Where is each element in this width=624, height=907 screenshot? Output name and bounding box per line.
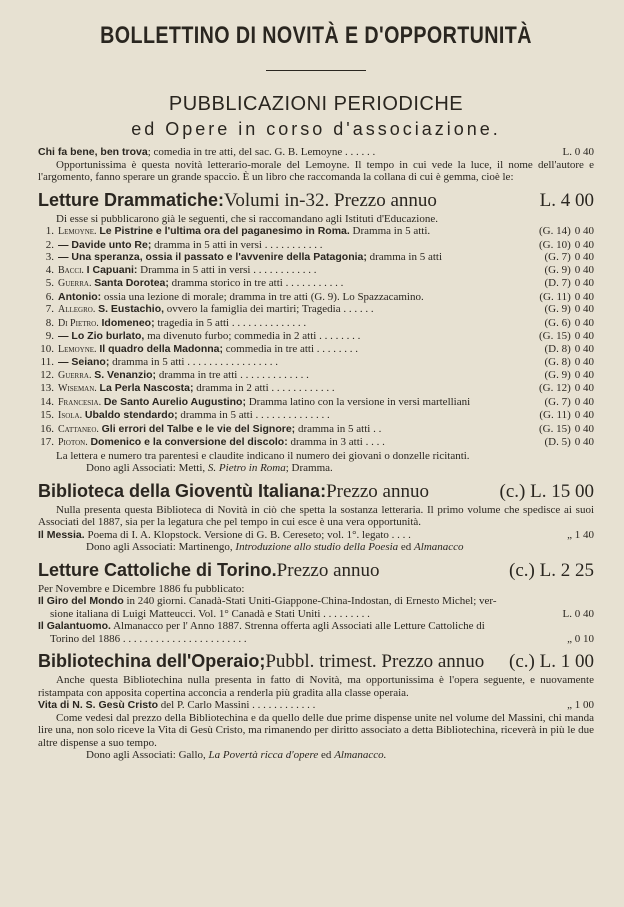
item-number: 3.	[45, 251, 54, 263]
item-code: (D. 8)	[544, 342, 571, 355]
list-item	[38, 396, 594, 410]
biblioteca-gioventu-heading	[38, 479, 594, 504]
item-title: La Perla Nascosta;	[99, 382, 194, 394]
item-title: — Lo Zio burlato,	[58, 330, 145, 342]
item-code: (G. 9)	[544, 368, 571, 381]
item-author: Guerra.	[58, 369, 92, 381]
dono-title: S. Pietro in Roma	[207, 462, 286, 474]
vita-gesu-desc: del P. Carlo Massini	[158, 699, 250, 711]
bibliotechina-text: Anche questa Bibliotechina nulla presenta in fatto di Novità, ma opportunissima è l'opera seguente, e nuovamente ristampata con apposita copertina acconcia a renderla più gradita alla classe operaia.	[38, 674, 594, 699]
letture-drammatiche-note: La lettera e numero tra parentesi e claudite indicano il numero dei giovani o donzelle ricitanti.	[56, 449, 470, 462]
dono-mid: ed	[318, 749, 335, 761]
item-code: (G. 11)	[539, 290, 571, 303]
item-title: I Capuani:	[86, 263, 138, 276]
list-item	[38, 317, 594, 331]
item-price: 0 40	[574, 303, 594, 315]
intro-price: L. 0 40	[562, 146, 594, 158]
list-item	[38, 356, 594, 369]
item-code: (D. 7)	[544, 277, 571, 289]
item-desc: Dramma latino con la versione in versi martelliani	[245, 395, 471, 408]
item-title: — Davide unto Re;	[58, 238, 152, 251]
letture-cattoliche-title: Letture Cattoliche di Torino.	[38, 559, 277, 580]
item-desc: dramma in 2 atti	[193, 382, 269, 394]
letture-drammatiche-price: L. 4 00	[539, 189, 594, 211]
item-number: 8.	[45, 316, 54, 329]
item-code: (G. 14)	[538, 225, 571, 237]
biblioteca-gioventu-title: Biblioteca della Gioventù Italiana:	[38, 480, 327, 501]
messia-price: „ 1 40	[567, 528, 594, 541]
item-author: Isola.	[58, 410, 83, 421]
dono-prefix: Dono agli Associati: Metti,	[86, 462, 208, 474]
item-number: 9.	[45, 330, 54, 342]
item-desc: dramma in 5 atti	[109, 356, 185, 368]
list-item	[38, 369, 594, 383]
giro-title: Il Giro del Mondo	[38, 595, 124, 607]
item-desc: ma divenuto furbo; commedia in 2 atti	[144, 330, 317, 342]
galantuomo-price: „ 0 10	[567, 632, 594, 645]
bibliotechina-heading	[38, 649, 594, 674]
list-item	[38, 277, 594, 291]
giro-desc-2: sione italiana di Luigi Matteucci. Vol. 1° Canadà e Stati Uniti	[50, 607, 321, 620]
item-title: Le Pistrine e l'ultima ora del paganesimo in Roma.	[99, 225, 350, 237]
item-title: — Una speranza, ossia il passato e l'avvenire della Patagonia;	[58, 251, 367, 263]
item-price: 0 40	[574, 277, 594, 289]
giro-dots: . . . . . . . . .	[320, 607, 370, 620]
letture-cattoliche-price: (c.) L. 2 25	[509, 559, 594, 581]
list-item	[38, 382, 594, 396]
letture-cattoliche-heading	[38, 558, 594, 583]
intro-title: Chi fa bene, ben trova	[38, 146, 148, 158]
dono-title: Almanacco.	[334, 749, 387, 761]
dono-title: Almanacco	[414, 541, 464, 553]
item-desc: dramma in 5 atti	[366, 251, 443, 263]
messia-title: Il Messia.	[38, 528, 85, 541]
intro-text: Opportunissima è questa novità letterario-morale del Lemoyne. Il tempo in cui vede la luce, il nome dell'autore e l'argomento, fanno sperare un grande spaccio. È un libro che raccomanda la collana di cui è gemma, cioè le:	[38, 158, 594, 183]
letture-drammatiche-dono	[38, 462, 594, 475]
item-author: Lemoyne.	[58, 343, 97, 355]
list-item	[38, 343, 594, 357]
item-title: Santa Dorotea;	[94, 277, 169, 289]
item-number: 10.	[40, 342, 54, 355]
item-title: S. Venanzio;	[94, 368, 157, 381]
item-price: 0 40	[574, 422, 594, 435]
messia-desc: Poema di I. A. Klopstock. Versione di G. B. Cereseto; vol. 1°. legato	[84, 528, 389, 541]
vita-gesu-price: „ 1 00	[567, 699, 594, 711]
item-code: (G. 15)	[538, 422, 571, 435]
dono-title: Introduzione allo studio della Poesia	[235, 541, 399, 553]
list-item	[38, 264, 594, 278]
dono-prefix: Dono agli Associati: Gallo,	[86, 749, 209, 761]
galantuomo-line2	[38, 633, 594, 646]
item-number: 16.	[40, 422, 54, 435]
item-title: S. Eustachio,	[98, 303, 165, 315]
galantuomo-line1	[38, 620, 594, 633]
item-price: 0 40	[574, 342, 594, 355]
list-item	[38, 330, 594, 343]
item-desc: dramma in 5 atti in versi	[151, 238, 262, 251]
list-item	[38, 303, 594, 317]
item-code: (G. 10)	[538, 238, 571, 251]
item-title: De Santo Aurelio Augustino;	[103, 395, 246, 408]
item-dots: . . . . . . . . . . . .	[250, 263, 317, 276]
biblioteca-gioventu-subtitle: Prezzo annuo	[326, 480, 429, 502]
biblioteca-gioventu-text: Nulla presenta questa Biblioteca di Novità in ciò che spetta la sostanza letteraria. Il primo volume che spedisce ai suoi Associati del 1887, sia per la legatura che pel tempo in cui esce è una vera opportunità.	[38, 503, 594, 528]
item-number: 13.	[40, 382, 54, 394]
letture-drammatiche-subtitle: Volumi in-32. Prezzo annuo	[224, 189, 437, 211]
section-subtitle: ed Opere in corso d'associazione.	[131, 119, 501, 139]
item-dots: . . . . . . . .	[314, 342, 359, 355]
bulletin-title: BOLLETTINO DI NOVITÀ E D'OPPORTUNITÀ	[100, 22, 532, 49]
list-item	[38, 423, 594, 437]
letture-drammatiche-heading	[38, 188, 594, 213]
item-price: 0 40	[574, 238, 594, 251]
letture-drammatiche-intro: Di esse si pubblicarono già le seguenti, che si raccomandano agli Istituti d'Educazione.	[56, 212, 438, 225]
intro-dots: . . . . . .	[342, 146, 376, 158]
section-title: PUBBLICAZIONI PERIODICHE	[168, 93, 464, 115]
item-dots: . . . . . . . . . . .	[282, 277, 344, 289]
item-price: 0 40	[574, 368, 594, 381]
letture-drammatiche-list	[38, 225, 594, 450]
item-price: 0 40	[574, 382, 594, 394]
letture-cattoliche-intro: Per Novembre e Dicembre 1886 fu pubblicato:	[38, 582, 245, 595]
item-number: 6.	[45, 290, 54, 303]
item-dots: . . . . . . . . . . . . . .	[252, 409, 330, 421]
list-item	[38, 409, 594, 423]
galantuomo-desc: Almanacco per l' Anno 1887. Strenna offerta agli Associati alle Letture Cattoliche di	[110, 620, 485, 632]
item-code: (G. 7)	[544, 251, 571, 263]
item-number: 1.	[45, 225, 54, 237]
dono-title: La Povertà ricca d'opere	[208, 749, 319, 761]
item-author: Di Pietro.	[58, 317, 99, 329]
item-desc: dramma in 5 atti	[177, 409, 253, 421]
bibliotechina-text-2: Come vedesi dal prezzo della Bibliotechina e da quello delle due prime dispense unite nel volume del Massini, chi manda lire una, non solo riceve la Vita di Gesù Cristo, ma rimanendo per diritto associato a detta Bibliotechina, riceverà in più le due altre dispense a suo tempo.	[38, 711, 594, 749]
vita-gesu-title: Vita di N. S. Gesù Cristo	[38, 699, 159, 711]
item-desc: ossia una lezione di morale; dramma in tre atti (G. 9). Lo Spazzacamino.	[101, 290, 424, 303]
intro-desc: ; comedia in tre atti, del sac. G. B. Lemoyne	[147, 146, 343, 158]
item-code: (G. 8)	[544, 356, 571, 368]
list-item	[38, 436, 594, 450]
bibliotechina-title: Bibliotechina dell'Operaio;	[38, 651, 266, 671]
item-code: (G. 15)	[538, 330, 571, 342]
item-code: (G. 6)	[544, 316, 571, 329]
item-price: 0 40	[574, 316, 594, 329]
item-author: Bacci.	[58, 264, 84, 276]
dono-suffix: ; Dramma.	[285, 462, 333, 474]
title-divider	[266, 70, 366, 71]
bibliotechina-dono	[38, 749, 594, 762]
item-title: Idomeneo;	[101, 316, 155, 329]
vita-gesu-dots: . . . . . . . . . . . .	[249, 699, 316, 711]
biblioteca-gioventu-item	[38, 529, 594, 542]
list-item	[38, 251, 594, 264]
item-code: (G. 9)	[544, 263, 571, 276]
item-dots: . . . . . .	[340, 303, 374, 315]
list-item	[38, 291, 594, 304]
item-desc: dramma in 5 atti	[295, 422, 371, 435]
item-desc: dramma storico in tre atti	[168, 277, 283, 289]
item-title: Antonio:	[58, 290, 102, 303]
item-author: Lemoyne.	[58, 226, 97, 237]
item-author: Francesia.	[58, 396, 102, 408]
item-title: Gli errori del Talbe e le vie del Signore;	[101, 422, 296, 435]
item-desc: Dramma in 5 atti.	[349, 225, 431, 237]
biblioteca-gioventu-price: (c.) L. 15 00	[499, 480, 594, 502]
item-code: (G. 9)	[544, 303, 571, 315]
item-desc: ovvero la famiglia dei martiri; Tragedia	[164, 303, 341, 315]
galantuomo-dots: . . . . . . . . . . . . . . . . . . . . . . .	[120, 632, 247, 645]
item-dots: . . . . . . . . . . . . . .	[229, 316, 307, 329]
intro-entry	[38, 146, 594, 159]
vita-gesu-item	[38, 699, 594, 712]
item-number: 12.	[40, 368, 54, 381]
dono-mid: ed	[398, 541, 415, 553]
item-price: 0 40	[574, 251, 594, 263]
item-number: 7.	[45, 303, 54, 315]
item-author: Allegro.	[58, 304, 96, 315]
item-desc: dramma in tre atti	[156, 368, 238, 381]
item-price: 0 40	[574, 290, 594, 303]
item-title: Ubaldo stendardo;	[84, 409, 178, 421]
item-author: Cattaneo.	[58, 423, 99, 435]
item-code: (G. 12)	[538, 382, 571, 394]
bibliotechina-price: (c.) L. 1 00	[509, 651, 594, 672]
item-number: 4.	[45, 263, 54, 276]
item-title: Il quadro della Madonna;	[99, 342, 223, 355]
item-price: 0 40	[574, 225, 594, 237]
item-price: 0 40	[574, 263, 594, 276]
item-dots: . .	[370, 422, 382, 435]
item-dots: . . . . . . . . . . . . . . . . .	[184, 356, 278, 368]
list-item	[38, 225, 594, 239]
bibliotechina-subtitle: Pubbl. trimest. Prezzo annuo	[265, 651, 485, 672]
item-price: 0 40	[574, 395, 594, 408]
item-price: 0 40	[574, 356, 594, 368]
dono-prefix: Dono agli Associati: Martinengo,	[86, 541, 236, 553]
item-desc: commedia in tre atti	[223, 342, 315, 355]
item-dots: . . . . . . . . . . . .	[268, 382, 335, 394]
item-number: 17.	[40, 436, 54, 448]
item-title: Domenico e la conversione del discolo:	[90, 436, 288, 448]
giro-price: L. 0 40	[562, 607, 594, 620]
list-item	[38, 239, 594, 252]
item-price: 0 40	[574, 436, 594, 448]
item-code: (D. 5)	[544, 436, 571, 448]
item-price: 0 40	[574, 330, 594, 342]
item-dots: . . . . . . . . . . . . .	[237, 368, 309, 381]
item-code: (G. 7)	[544, 395, 571, 408]
galantuomo-title: Il Galantuomo.	[38, 620, 111, 632]
galantuomo-desc-2: Torino del 1886	[50, 632, 121, 645]
item-number: 15.	[40, 409, 54, 421]
item-number: 2.	[45, 238, 54, 251]
item-price: 0 40	[574, 409, 594, 421]
giro-desc: in 240 giorni. Canadà-Stati Uniti-Giappone-China-Indostan, di Ernesto Michel; ver-	[123, 595, 497, 607]
letture-cattoliche-subtitle: Prezzo annuo	[276, 559, 380, 581]
item-author: Wiseman.	[58, 383, 97, 394]
letture-drammatiche-title: Letture Drammatiche:	[38, 189, 225, 210]
item-dots: . . . . . . . .	[316, 330, 361, 342]
biblioteca-gioventu-dono	[38, 541, 594, 554]
item-title: — Seiano;	[58, 356, 110, 368]
item-number: 5.	[45, 277, 54, 289]
item-dots: . . . . . . . . . . .	[261, 238, 323, 251]
item-desc: tragedia in 5 atti	[154, 316, 230, 329]
item-dots: . . . .	[362, 436, 385, 448]
item-author: Pioton.	[58, 437, 88, 448]
item-desc: Dramma in 5 atti in versi	[137, 263, 251, 276]
item-desc: dramma in 3 atti	[287, 436, 363, 448]
messia-dots: . . . .	[388, 528, 411, 541]
item-code: (G. 11)	[539, 409, 571, 421]
item-author: Guerra.	[58, 278, 92, 289]
item-number: 14.	[40, 395, 54, 408]
item-number: 11.	[40, 356, 54, 368]
giro-del-mondo-line2	[38, 608, 594, 621]
giro-del-mondo-line1	[38, 595, 594, 608]
